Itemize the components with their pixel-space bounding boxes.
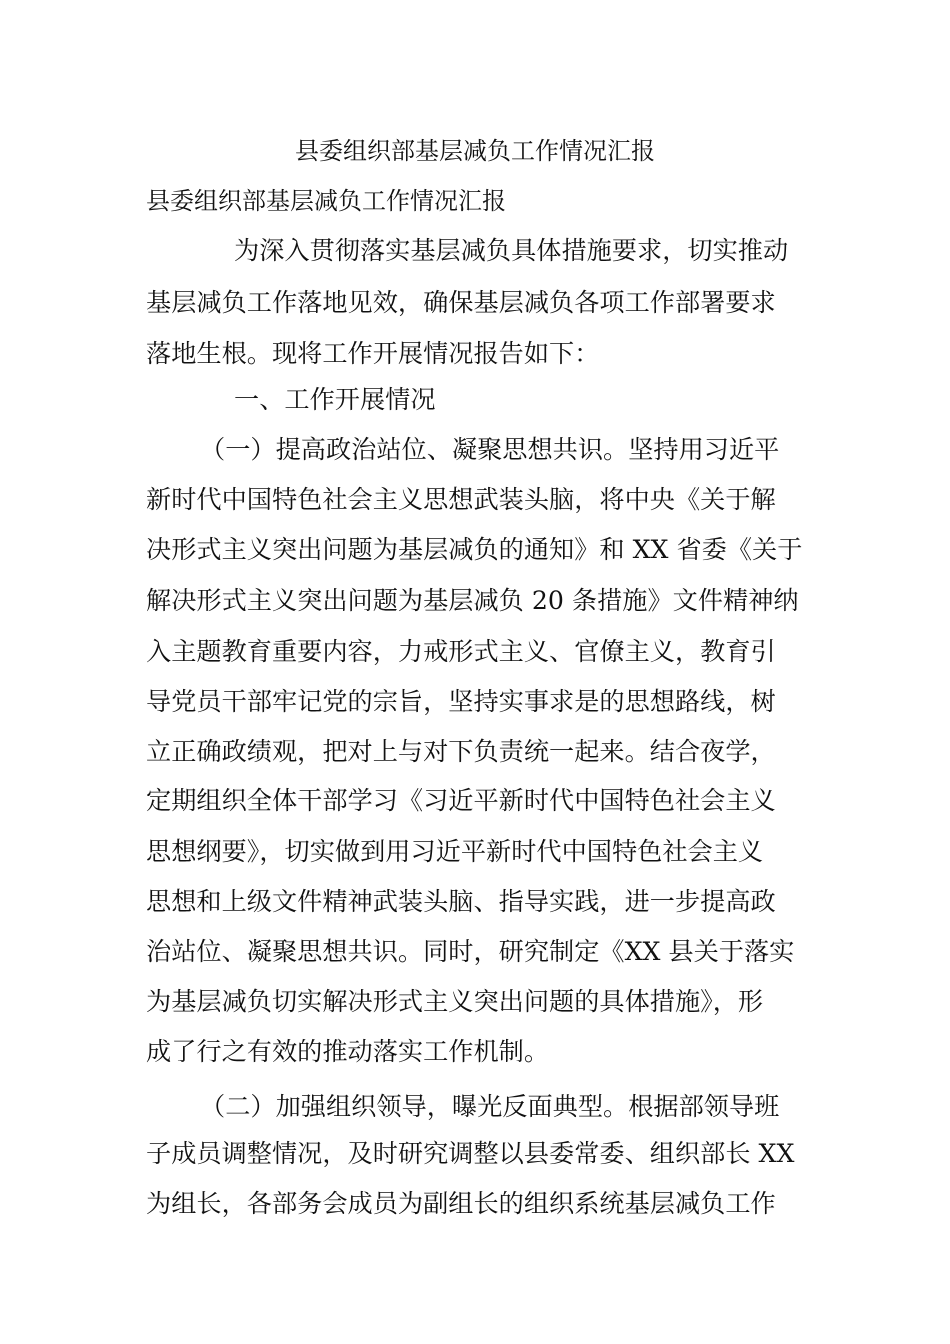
paragraph-line: （二）加强组织领导，曝光反面典型。根据部领导班 <box>200 1092 780 1121</box>
paragraph-line: 解决形式主义突出问题为基层减负 20 条措施》文件精神纳 <box>146 586 799 615</box>
section-heading: 一、工作开展情况 <box>234 385 436 414</box>
document-title: 县委组织部基层减负工作情况汇报 <box>295 137 655 165</box>
paragraph-line: 导党员干部牢记党的宗旨，坚持实事求是的思想路线，树 <box>146 687 776 716</box>
paragraph-line: 为深入贯彻落实基层减负具体措施要求，切实推动 <box>234 236 789 265</box>
paragraph-line: 为组长，各部务会成员为副组长的组织系统基层减负工作 <box>146 1189 776 1218</box>
paragraph-line: 立正确政绩观，把对上与对下负责统一起来。结合夜学， <box>146 737 776 766</box>
paragraph-line: （一）提高政治站位、凝聚思想共识。坚持用习近平 <box>200 435 780 464</box>
paragraph-line: 思想和上级文件精神武装头脑、指导实践，进一步提高政 <box>146 887 776 916</box>
paragraph-line: 治站位、凝聚思想共识。同时，研究制定《XX 县关于落实 <box>146 937 795 966</box>
paragraph-line: 为基层减负切实解决形式主义突出问题的具体措施》，形 <box>146 987 764 1016</box>
paragraph-line: 基层减负工作落地见效，确保基层减负各项工作部署要求 <box>146 288 776 317</box>
paragraph-line: 思想纲要》，切实做到用习近平新时代中国特色社会主义 <box>146 837 764 866</box>
paragraph-line: 成了行之有效的推动落实工作机制。 <box>146 1037 549 1066</box>
paragraph-line: 定期组织全体干部学习《习近平新时代中国特色社会主义 <box>146 786 776 815</box>
document-subtitle: 县委组织部基层减负工作情况汇报 <box>146 187 506 215</box>
paragraph-line: 落地生根。现将工作开展情况报告如下： <box>146 339 600 368</box>
paragraph-line: 入主题教育重要内容，力戒形式主义、官僚主义，教育引 <box>146 637 776 666</box>
paragraph-line: 新时代中国特色社会主义思想武装头脑，将中央《关于解 <box>146 485 776 514</box>
paragraph-line: 决形式主义突出问题为基层减负的通知》和 XX 省委《关于 <box>146 535 803 564</box>
paragraph-line: 子成员调整情况，及时研究调整以县委常委、组织部长 XX <box>146 1139 795 1168</box>
